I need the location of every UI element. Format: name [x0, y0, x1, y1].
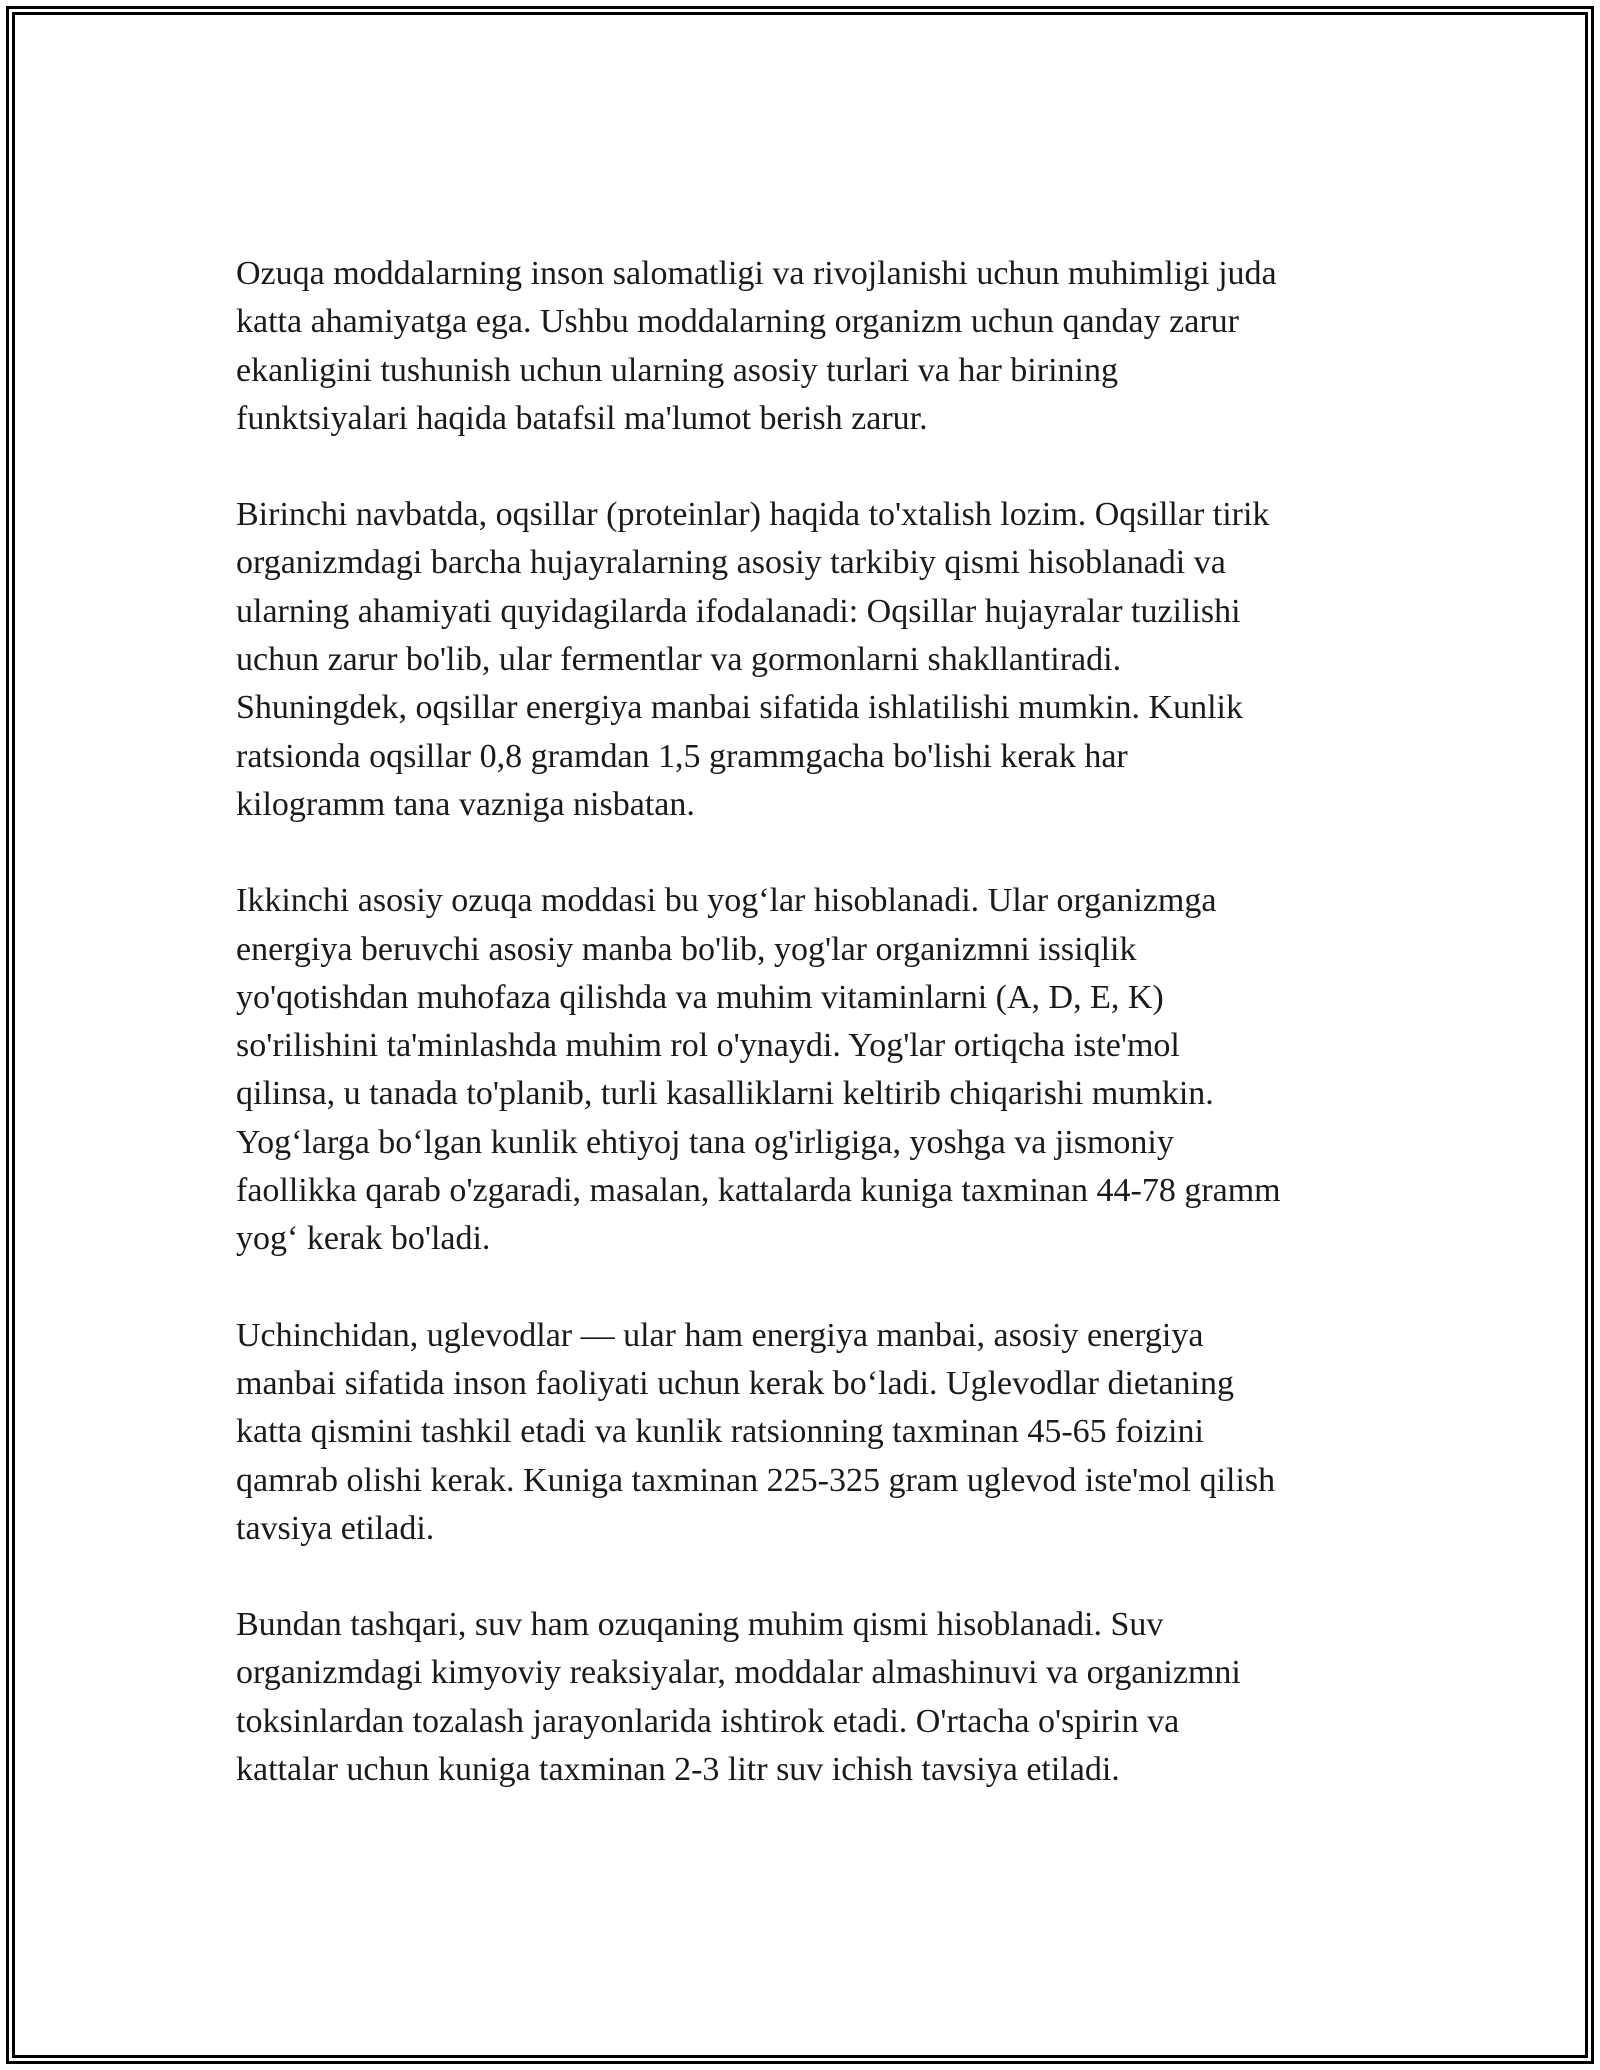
paragraph-fats: Ikkinchi asosiy ozuqa moddasi bu yog‘lar hisoblanadi. Ular organizmga energiya beruvchi asosiy manba bo'lib, yog'lar organizmni issiqlik yo'qotishdan muhofaza qilishda va muhim vitaminlarni (A, D, E, K) so'rilishini ta'minlashda muhim rol o'ynaydi. Yog'lar ortiqcha iste'mol qilinsa, u tanada to'planib, turli kasalliklarni keltirib chiqarishi mumkin. Yog‘larga bo‘lgan kunlik ehtiyoj tana og'irligiga, yoshga va jismoniy faollikka qarab o'zgaradi, masalan, kattalarda kuniga taxminan 44-78 gramm yog‘ kerak bo'ladi. [236, 882, 1281, 1258]
paragraph-water: Bundan tashqari, suv ham ozuqaning muhim qismi hisoblanadi. Suv organizmdagi kimyoviy reaksiyalar, moddalar almashinuvi va organizmni toksinlardan tozalash jarayonlarida ishtirok etadi. O'rtacha o'spirin va kattalar uchun kuniga taxminan 2-3 litr suv ichish tavsiya etiladi. [236, 1606, 1241, 1789]
paragraph-proteins: Birinchi navbatda, oqsillar (proteinlar) haqida to'xtalish lozim. Oqsillar tirik organizmdagi barcha hujayralarning asosiy tarkibiy qismi hisoblanadi va ularning ahamiyati quyidagilarda ifodalanadi: Oqsillar hujayralar tuzilishi uchun zarur bo'lib, ular fermentlar va gormonlarni shakllantiradi. Shuningdek, oqsillar energiya manbai sifatida ishlatilishi mumkin. Kunlik ratsionda oqsillar 0,8 gramdan 1,5 grammgacha bo'lishi kerak har kilogramm tana vazniga nisbatan. [236, 496, 1270, 823]
paragraph-intro: Ozuqa moddalarning inson salomatligi va rivojlanishi uchun muhimligi juda katta ahamiyatga ega. Ushbu moddalarning organizm uchun qanday zarur ekanligini tushunish uchun ularning asosiy turlari va har birining funktsiyalari haqida batafsil ma'lumot berish zarur. [236, 255, 1277, 437]
paragraph-carbohydrates: Uchinchidan, uglevodlar — ular ham energiya manbai, asosiy energiya manbai sifatida inson faoliyati uchun kerak bo‘ladi. Uglevodlar dietaning katta qismini tashkil etadi va kunlik ratsionning taxminan 45-65 foizini qamrab olishi kerak. Kuniga taxminan 225-325 gram uglevod iste'mol qilish tavsiya etiladi. [236, 1316, 1276, 1547]
document-body [236, 250, 1364, 1842]
